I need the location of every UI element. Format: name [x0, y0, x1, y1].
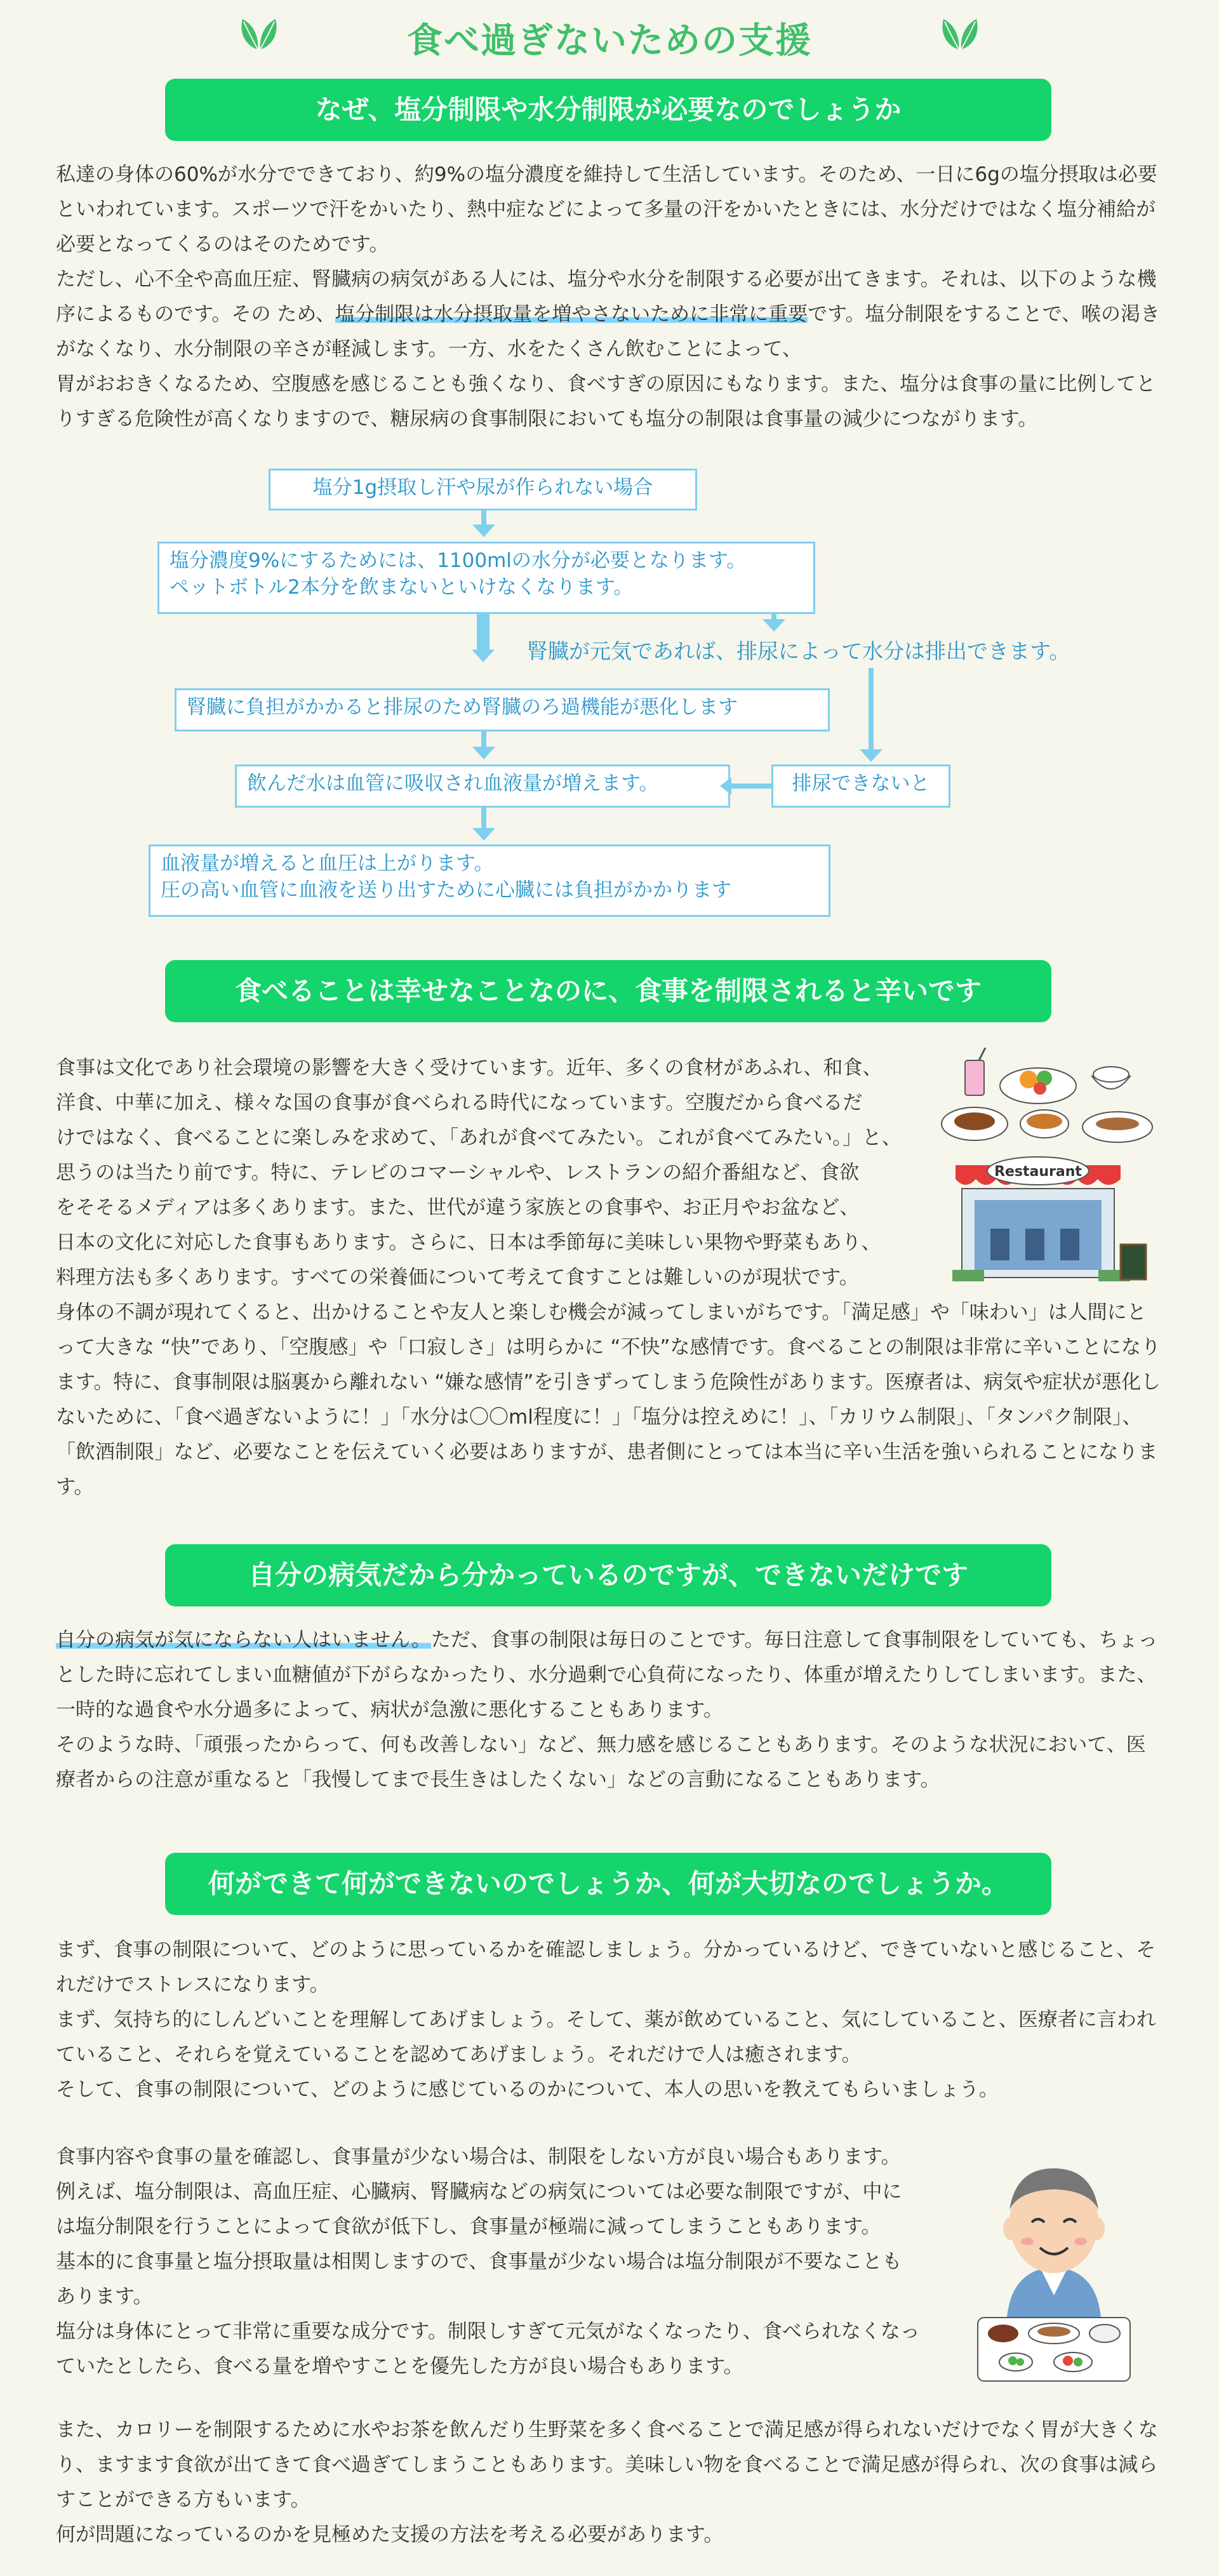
flow-box-salt-intake: 塩分1g摂取し汗や尿が作られない場合	[269, 469, 697, 511]
leaf-icon	[935, 14, 985, 52]
section3-body	[56, 1623, 1164, 1798]
section3-highlight: 自分の病気が気にならない人はいません。	[56, 1629, 431, 1652]
flow-text-kidney-ok: 腎臓が元気であれば、排尿によって水分は排出できます。	[527, 639, 1070, 664]
flow-arrow	[472, 747, 495, 759]
section4-line: 例えば、塩分制限は、高血圧症、心臓病、腎臓病などの病気については必要な制限ですが、中に	[56, 2180, 902, 2203]
section2-line: けではなく、食べることに楽しみを求めて、「あれが食べてみたい。これが食べてみたい。」と、	[56, 1126, 902, 1149]
section4-final-paragraph: また、カロリーを制限するために水やお茶を飲んだり生野菜を多く食べることで満足感が得られないだけでなく胃が大きくなり、ますます食欲が出てきて食べ過ぎてしまうこともあります。美味しい物を食べることで満足感が得られ、次の食事は減らすことができる方もいます。	[56, 2419, 1158, 2511]
elderly-man-meal-illustration	[959, 2140, 1149, 2387]
section-header-what-matters: 何ができて何ができないのでしょうか、何が大切なのでしょうか。	[165, 1853, 1051, 1915]
section2-line: 洋食、中華に加え、様々な国の食事が食べられる時代になっています。空腹だから食べるだ	[56, 1091, 863, 1114]
section1-paragraph-1: 私達の身体の60%が水分でできており、約9%の塩分濃度を維持して生活しています。そのため、一日に6gの塩分摂取は必要といわれています。スポーツで汗をかいたり、熱中症などによって多量の汗をかいたときには、水分だけではなく塩分補給が必要となってくるのはそのためです。	[56, 163, 1157, 256]
section4-line: 塩分は身体にとって非常に重要な成分です。制限しすぎて元気がなくなったり、食べられなくなっ	[56, 2320, 920, 2343]
section1-paragraph-3: 胃がおおきくなるため、空腹感を感じることも強くなり、食べすぎの原因にもなります。また、塩分は食事の量に比例してとりすぎる危険性が高くなりますので、糖尿病の食事制限においても塩分の制限は食事量の減少につながります。	[56, 373, 1156, 430]
section2-wide-text	[56, 1295, 1164, 1505]
flow-arrow	[763, 619, 785, 632]
restaurant-sign-text: Restaurant	[994, 1164, 1082, 1180]
section3-paragraph-2: そのような時、「頑張ったからって、何も改善しない」など、無力感を感じることもあります。そのような状況において、医療者からの注意が重なると「我慢してまで長生きはしたくない」などの言動になることもあります。	[56, 1733, 1146, 1791]
section-header-know-but-cannot: 自分の病気だから分かっているのですが、できないだけです	[165, 1544, 1051, 1606]
flow-box-line: 圧の高い血管に血液を送り出すために心臓には負担がかかります	[161, 879, 731, 902]
section2-line: 料理方法も多くあります。すべての栄養価について考えて食すことは難しいのが現状です。	[56, 1266, 859, 1289]
leaf-icon	[234, 14, 284, 52]
page-title: 食べ過ぎないための支援	[407, 20, 812, 62]
section2-line: 日本の文化に対応した食事もあります。さらに、日本は季節毎に美味しい果物や野菜もあり、	[56, 1231, 881, 1254]
section1-text: です。塩分制限をすることで、喉の渇きがなくなり、水分制限の辛さが軽減します。一方、水をたくさん飲むことによって、	[56, 303, 1161, 361]
flow-connector	[477, 614, 490, 651]
flow-arrow	[472, 828, 495, 841]
flow-box-cannot-urinate: 排尿できないと	[771, 764, 950, 808]
flow-arrow	[472, 524, 495, 537]
section-header-why-restrict: なぜ、塩分制限や水分制限が必要なのでしょうか	[165, 79, 1051, 141]
flow-box-blood-volume: 飲んだ水は血管に吸収され血液量が増えます。	[235, 764, 730, 808]
section2-paragraph: 身体の不調が現れてくると、出かけることや友人と楽しむ機会が減ってしまいがちです。「満足感」や「味わい」は人間にとって大きな “快”であり、「空腹感」や「口寂しさ」は明らかに “不快”な感情です。食べることの制限は非常に辛いことになります。特に、食事制限は脳裏から離れない “嫌な感情”を引きずってしまう危険性があります。医療者は、病気や症状が悪化しないために、「食べ過ぎないように！」「水分は〇〇ml程度に！」「塩分は控えめに！」、「カリウム制限」、「タンパク制限」、「飲酒制限」など、必要なことを伝えていく必要はありますが、患者側にとっては本当に辛い生活を強いられることになります。	[56, 1301, 1161, 1498]
section2-line: をそそるメディアは多くあります。また、世代が違う家族との食事や、お正月やお盆など、	[56, 1196, 860, 1219]
section4-paragraph-2: まず、気持ち的にしんどいことを理解してあげましょう。そして、薬が飲めていること、気にしていること、医療者に言われていること、それらを覚えていることを認めてあげましょう。それだけで人は癒されます。	[56, 2008, 1156, 2066]
flow-box-line: ペットボトル2本分を飲まないといけなくなります。	[170, 576, 634, 599]
section1-body	[56, 157, 1164, 437]
section1-highlight: 塩分制限は水分摂取量を増やさないために非常に重要	[335, 303, 808, 326]
section4-line: は塩分制限を行うことによって食欲が低下し、食事量が極端に減ってしまうこともあります。	[56, 2215, 881, 2238]
section3-paragraph-1	[56, 1623, 1164, 1728]
section4-final-paragraph-2: 何が問題になっているのかを見極めた支援の方法を考える必要があります。	[56, 2523, 724, 2546]
section2-line: 思うのは当たり前です。特に、テレビのコマーシャルや、レストランの紹介番組など、食欲	[56, 1161, 860, 1184]
flow-box-kidney-burden: 腎臓に負担がかかると排尿のため腎臓のろ過機能が悪化します	[175, 688, 830, 731]
flow-connector	[730, 784, 771, 789]
restaurant-food-illustration	[940, 1048, 1162, 1302]
flow-arrow	[860, 749, 883, 762]
flow-box-blood-pressure	[149, 844, 830, 917]
flow-connector	[481, 731, 486, 748]
flow-box-line: 血液量が増えると血圧は上がります。	[161, 852, 494, 875]
flow-arrow	[472, 650, 495, 662]
flow-arrow	[720, 777, 731, 795]
flow-box-line: 塩分濃度9%にするためには、1100mlの水分が必要となります。	[170, 549, 747, 572]
section-header-eating-happiness: 食べることは幸せなことなのに、食事を制限されると辛いです	[165, 960, 1051, 1022]
section4-paragraph-1: まず、食事の制限について、どのように思っているかを確認しましょう。分かっているけど、できていないと感じること、それだけでストレスになります。	[56, 1939, 1156, 1996]
section2-line: 食事は文化であり社会環境の影響を大きく受けています。近年、多くの食材があふれ、和食、	[56, 1057, 883, 1079]
section4-line: 基本的に食事量と塩分摂取量は相関しますので、食事量が少ない場合は塩分制限が不要なことも	[56, 2250, 902, 2273]
section4-body	[56, 1933, 1164, 2107]
section1-text: ただし、心不全や高血圧症、腎臓病の病気がある人には、塩分や水分を制限する必要が出てきます。それは、以下のような機序によるものです。その ため、	[56, 268, 1157, 326]
title-row	[0, 13, 1219, 70]
section4-final-text	[56, 2413, 1164, 2553]
section4-line: 食事内容や食事の量を確認し、食事量が少ない場合は、制限をしない方が良い場合もあります。	[56, 2146, 901, 2168]
flow-connector	[481, 808, 486, 829]
flow-box-salt-concentration	[157, 542, 815, 614]
section4-line: あります。	[56, 2285, 153, 2308]
section2-narrow-text	[56, 1051, 932, 1295]
section3-text: ただ、食事の制限は毎日のことです。毎日注意して食事制限をしていても、ちょっとした時に忘れてしまい血糖値が下がらなかったり、水分過剰で心負荷になったり、体重が増えたりしてしまいます。また、一時的な過食や水分過多によって、病状が急激に悪化することもあります。	[56, 1629, 1158, 1721]
section1-paragraph-2	[56, 262, 1164, 367]
section4-narrow-text	[56, 2140, 957, 2384]
section4-line: ていたとしたら、食べる量を増やすことを優先した方が良い場合もあります。	[56, 2355, 743, 2378]
flow-connector	[869, 668, 874, 751]
section4-paragraph-3: そして、食事の制限について、どのように感じているのかについて、本人の思いを教えてもらいましょう。	[56, 2078, 999, 2101]
